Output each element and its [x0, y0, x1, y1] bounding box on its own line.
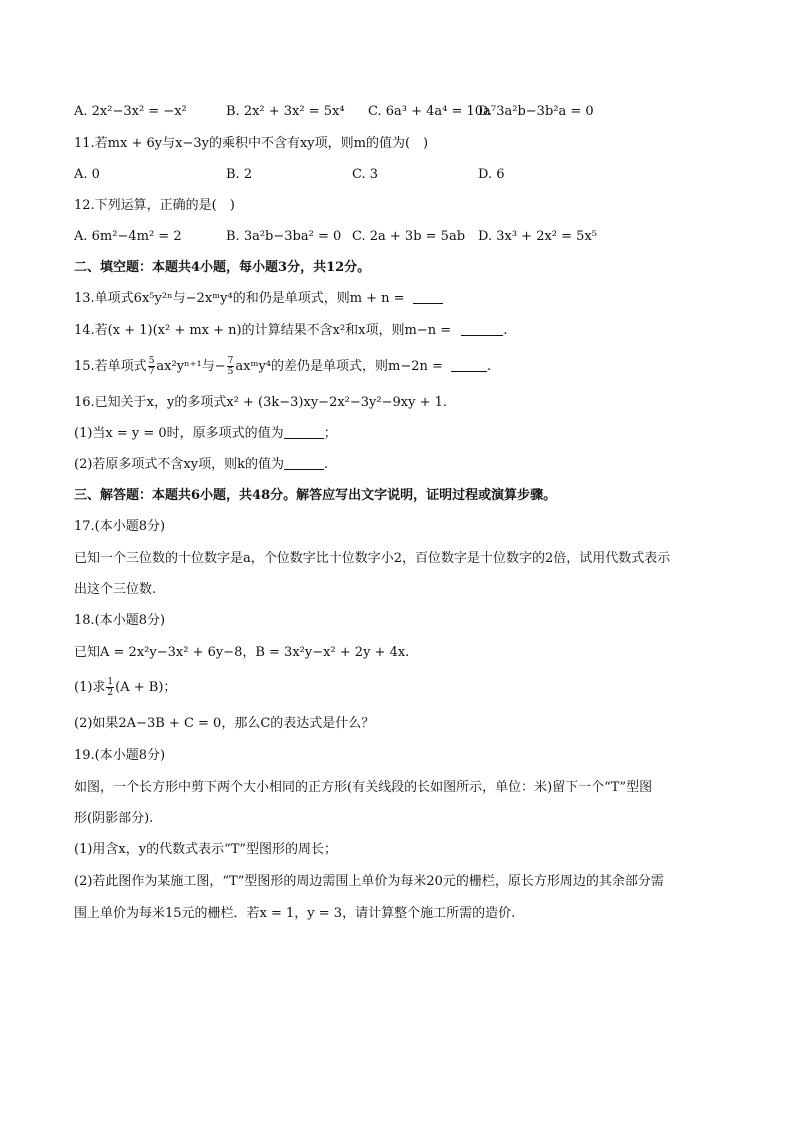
- q17-line2: 出这个三位数.: [74, 582, 157, 597]
- q11-option-c: C. 3: [352, 167, 379, 182]
- q15-fraction-1-num: 5: [148, 356, 155, 366]
- q14-text: 14.若(x + 1)(x² + mx + n)的计算结果不含x²和x项，则m−n =: [74, 323, 452, 338]
- q10-option-b: B. 2x² + 3x² = 5x⁴: [226, 104, 345, 119]
- q15-fraction-1-den: 7: [148, 367, 155, 377]
- q16-part1-text: (1)当x = y = 0时，原多项式的值为: [74, 426, 284, 441]
- q19-part2-line2: 围上单价为每米15元的栅栏．若x = 1，y = 3，请计算整个施工所需的造价.: [74, 906, 516, 921]
- q11-option-a: A. 0: [74, 167, 100, 182]
- q12-option-a: A. 6m²−4m² = 2: [74, 229, 182, 244]
- q18-fraction: [106, 677, 114, 698]
- q18-fraction-num: 1: [107, 677, 114, 687]
- q19-line1: 如图，一个长方形中剪下两个大小相同的正方形(有关线段的长如图所示，单位：米)留下一个“T”型图: [74, 780, 653, 795]
- q11-option-d: D. 6: [478, 167, 505, 182]
- q16-part2: [74, 455, 328, 475]
- q17-heading: 17.(本小题8分): [74, 519, 166, 534]
- q14: [74, 321, 507, 341]
- q14-answer-blank[interactable]: [461, 321, 503, 336]
- q10-option-d: D. 3a²b−3b²a = 0: [478, 104, 594, 119]
- q11-stem: 11.若mx + 6y与x−3y的乘积中不含有xy项，则m的值为( ): [74, 136, 429, 151]
- q13-answer-blank[interactable]: [413, 289, 443, 304]
- q15-answer-blank[interactable]: [451, 357, 487, 372]
- q15-end: .: [487, 359, 492, 374]
- q19-part1: (1)用含x，y的代数式表示“T”型图形的周长；: [74, 842, 338, 857]
- section-fill-blank-heading: 二、填空题：本题共4小题，每小题3分，共12分。: [74, 260, 371, 275]
- q15-fraction-2-den: 5: [227, 367, 234, 377]
- q18-line1: 已知A = 2x²y−3x² + 6y−8，B = 3x²y−x² + 2y + 4x.: [74, 645, 410, 660]
- q15: [74, 354, 491, 380]
- q16-part1: [74, 424, 337, 444]
- q19-line2: 形(阴影部分).: [74, 811, 154, 826]
- q15-fraction-1: [148, 356, 156, 377]
- q16-part2-answer-blank[interactable]: [284, 455, 324, 470]
- q11-options: [74, 165, 734, 185]
- q16-stem: 16.已知关于x，y的多项式x² + (3k−3)xy−2x²−3y²−9xy + 1.: [74, 395, 448, 410]
- q10-option-c: C. 6a³ + 4a⁴ = 10a⁷: [368, 104, 497, 119]
- q13-text: 13.单项式6x⁵y²ⁿ与−2xᵐy⁴的和仍是单项式，则m + n =: [74, 291, 405, 306]
- q12-stem: 12.下列运算，正确的是( ): [74, 198, 235, 213]
- q15-pre: 15.若单项式: [74, 359, 147, 374]
- q18-part1-post: (A + B)；: [115, 680, 177, 695]
- q18-part1-pre: (1)求: [74, 680, 106, 695]
- q15-mid1: ax²yⁿ⁺¹与−: [156, 359, 226, 374]
- q12-options: [74, 227, 734, 247]
- q12-option-c: C. 2a + 3b = 5ab: [352, 229, 466, 244]
- q16-part1-answer-blank[interactable]: [284, 424, 324, 439]
- q19-part2-line1: (2)若此图作为某施工图，“T”型图形的周边需围上单价为每米20元的栅栏，原长方形周边的其余部分需: [74, 874, 664, 889]
- q18-heading: 18.(本小题8分): [74, 613, 166, 628]
- q18-part1: [74, 675, 176, 701]
- q15-fraction-2: [227, 356, 235, 377]
- q18-part2: (2)如果2A−3B + C = 0，那么C的表达式是什么？: [74, 716, 375, 731]
- section-solve-heading: 三、解答题：本题共6小题，共48分。解答应写出文字说明，证明过程或演算步骤。: [74, 488, 557, 503]
- q16-part2-text: (2)若原多项式不含xy项，则k的值为: [74, 457, 284, 472]
- q15-mid2: axᵐy⁴的差仍是单项式，则m−2n =: [235, 359, 443, 374]
- q13: [74, 289, 443, 309]
- q16-part2-end: .: [323, 457, 329, 472]
- q15-fraction-2-num: 7: [227, 356, 234, 366]
- q10-options: [74, 102, 734, 122]
- q12-option-d: D. 3x³ + 2x² = 5x⁵: [478, 229, 597, 244]
- q17-line1: 已知一个三位数的十位数字是a，个位数字比十位数字小2，百位数字是十位数字的2倍，试用代数式表示: [74, 551, 671, 566]
- q14-end: .: [503, 323, 508, 338]
- q11-option-b: B. 2: [226, 167, 253, 182]
- q18-fraction-den: 2: [107, 688, 114, 698]
- q10-option-a: A. 2x²−3x² = −x²: [74, 104, 187, 119]
- q19-heading: 19.(本小题8分): [74, 748, 166, 763]
- q16-part1-end: ；: [323, 426, 337, 441]
- q12-option-b: B. 3a²b−3ba² = 0: [226, 229, 342, 244]
